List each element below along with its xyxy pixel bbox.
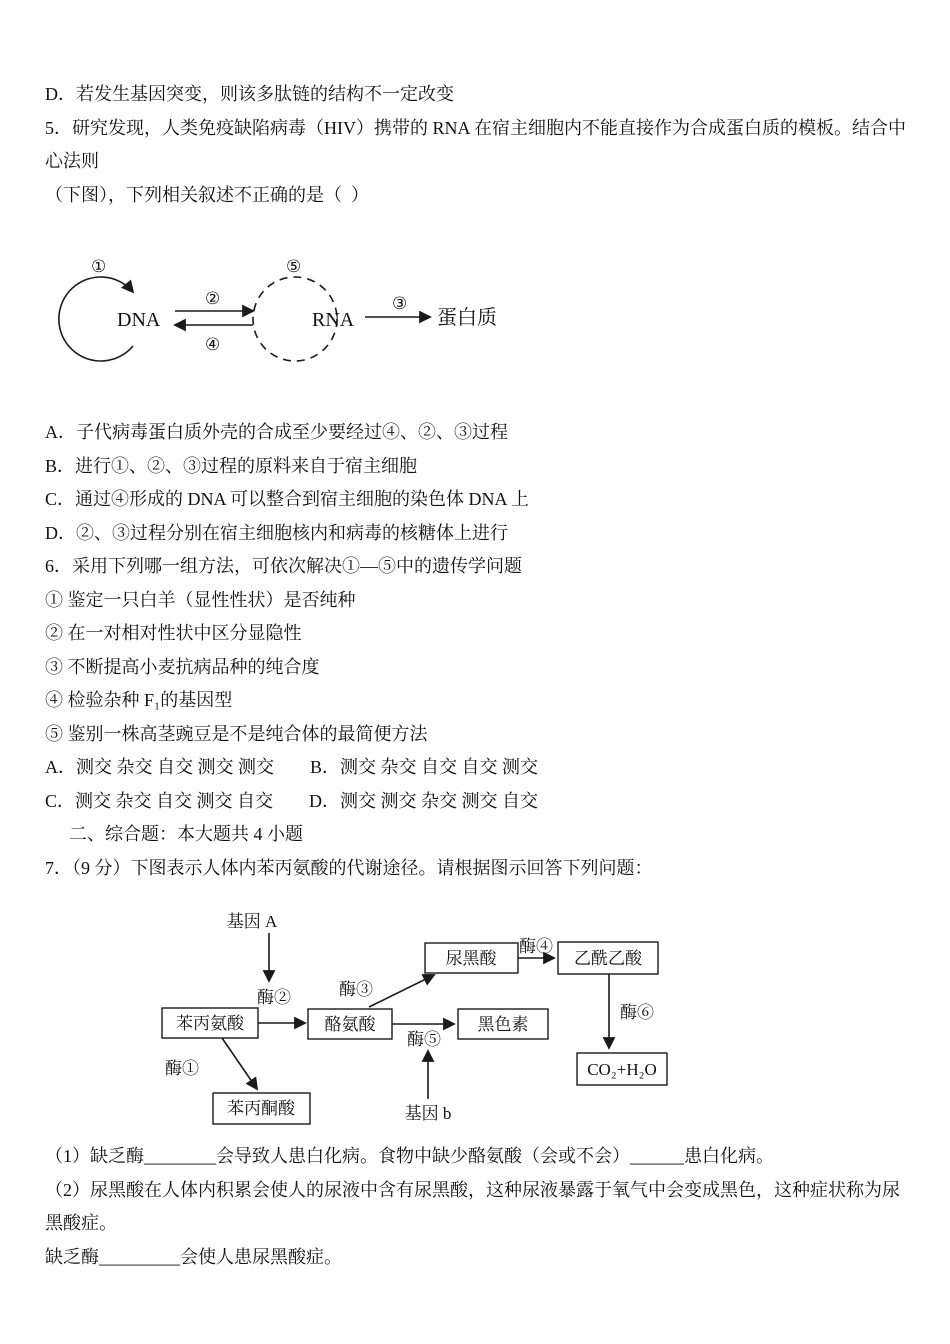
enzyme-6-label: 酶⑥	[620, 1003, 654, 1022]
central-dogma-diagram	[47, 224, 567, 414]
q5-option-d: D．②、③过程分别在宿主细胞核内和病毒的核糖体上进行	[45, 522, 508, 543]
q6-item-2: ② 在一对相对性状中区分显隐性	[45, 623, 302, 643]
box-co2-h2o-label: CO₂+H₂O	[587, 1060, 657, 1079]
rna-label: RNA	[312, 309, 355, 331]
label-arrow-3: ③	[392, 294, 408, 313]
q6-stem: 6．采用下列哪一组方法，可依次解决①—⑤中的遗传学问题	[45, 556, 522, 576]
label-arrow-2: ②	[205, 289, 221, 308]
enzyme-5-label: 酶⑤	[407, 1030, 441, 1049]
q5-stem-line1: 5．研究发现，人类免疫缺陷病毒（HIV）携带的 RNA 在宿主细胞内不能直接作为合成蛋白质的模板。结合中心法则	[45, 117, 906, 171]
q6-options-row2: C．测交 杂交 自交 测交 自交 D．测交 测交 杂交 测交 自交	[45, 790, 539, 811]
box-acetoacetic-acid-label: 乙酰乙酸	[574, 949, 642, 968]
arrow-tyr-to-homogentisic	[369, 975, 434, 1007]
label-circle-1: ①	[91, 257, 107, 276]
q5-option-a: A．子代病毒蛋白质外壳的合成至少要经过④、②、③过程	[45, 422, 508, 442]
protein-label: 蛋白质	[437, 307, 497, 329]
q7-sub1: （1）缺乏酶________会导致人患白化病。食物中缺少酪氨酸（会或不会）______患白化病。	[45, 1146, 774, 1166]
box-tyrosine-label: 酪氨酸	[324, 1015, 376, 1034]
q6-item-3: ③ 不断提高小麦抗病品种的纯合度	[45, 656, 320, 677]
q4-option-d: D．若发生基因突变，则该多肽链的结构不一定改变	[45, 84, 454, 104]
box-phenylpyruvic-acid-label: 苯丙酮酸	[227, 1099, 295, 1118]
box-homogentisic-acid-label: 尿黑酸	[445, 949, 497, 968]
q5-stem-line2: （下图），下列相关叙述不正确的是（ ）	[45, 184, 369, 205]
q6-item-4: ④ 检验杂种 F₁的基因型	[45, 690, 233, 710]
gene-a-label: 基因 A	[226, 912, 278, 931]
enzyme-4-label: 酶④	[519, 937, 553, 956]
q7-sub2-line1: （2）尿黑酸在人体内积累会使人的尿液中含有尿黑酸，这种尿液暴露于氧气中会变成黑色，这种症状称为尿黑酸症。	[45, 1179, 900, 1233]
enzyme-1-label: 酶①	[165, 1059, 199, 1078]
section2-heading: 二、综合题：本大题共 4 小题	[69, 824, 303, 844]
dna-label: DNA	[117, 309, 161, 331]
arrow-phe-to-phenylpyruvic	[222, 1038, 257, 1089]
box-phenylalanine-label: 苯丙氨酸	[176, 1014, 244, 1033]
label-circle-5: ⑤	[286, 257, 302, 276]
enzyme-2-label: 酶②	[257, 988, 291, 1007]
label-arrow-4: ④	[205, 335, 221, 354]
q6-options-row1: A．测交 杂交 自交 测交 测交 B．测交 杂交 自交 自交 测交	[45, 757, 539, 777]
q5-option-b: B．进行①、②、③过程的原料来自于宿主细胞	[45, 455, 418, 476]
enzyme-3-label: 酶③	[339, 980, 373, 999]
q6-item-1: ① 鉴定一只白羊（显性性状）是否纯种	[45, 589, 356, 610]
phenylalanine-metabolism-diagram	[157, 901, 717, 1126]
q5-option-c: C．通过④形成的 DNA 可以整合到宿主细胞的染色体 DNA 上	[45, 489, 530, 509]
q7-stem: 7．（9 分）下图表示人体内苯丙氨酸的代谢途径。请根据图示回答下列问题：	[45, 857, 653, 878]
q7-sub2-line2: 缺乏酶_________会使人患尿黑酸症。	[45, 1246, 342, 1267]
q6-item-5: ⑤ 鉴别一株高茎豌豆是不是纯合体的最简便方法	[45, 723, 428, 744]
box-melanin-label: 黑色素	[477, 1015, 529, 1034]
gene-b-label: 基因 b	[404, 1104, 452, 1123]
